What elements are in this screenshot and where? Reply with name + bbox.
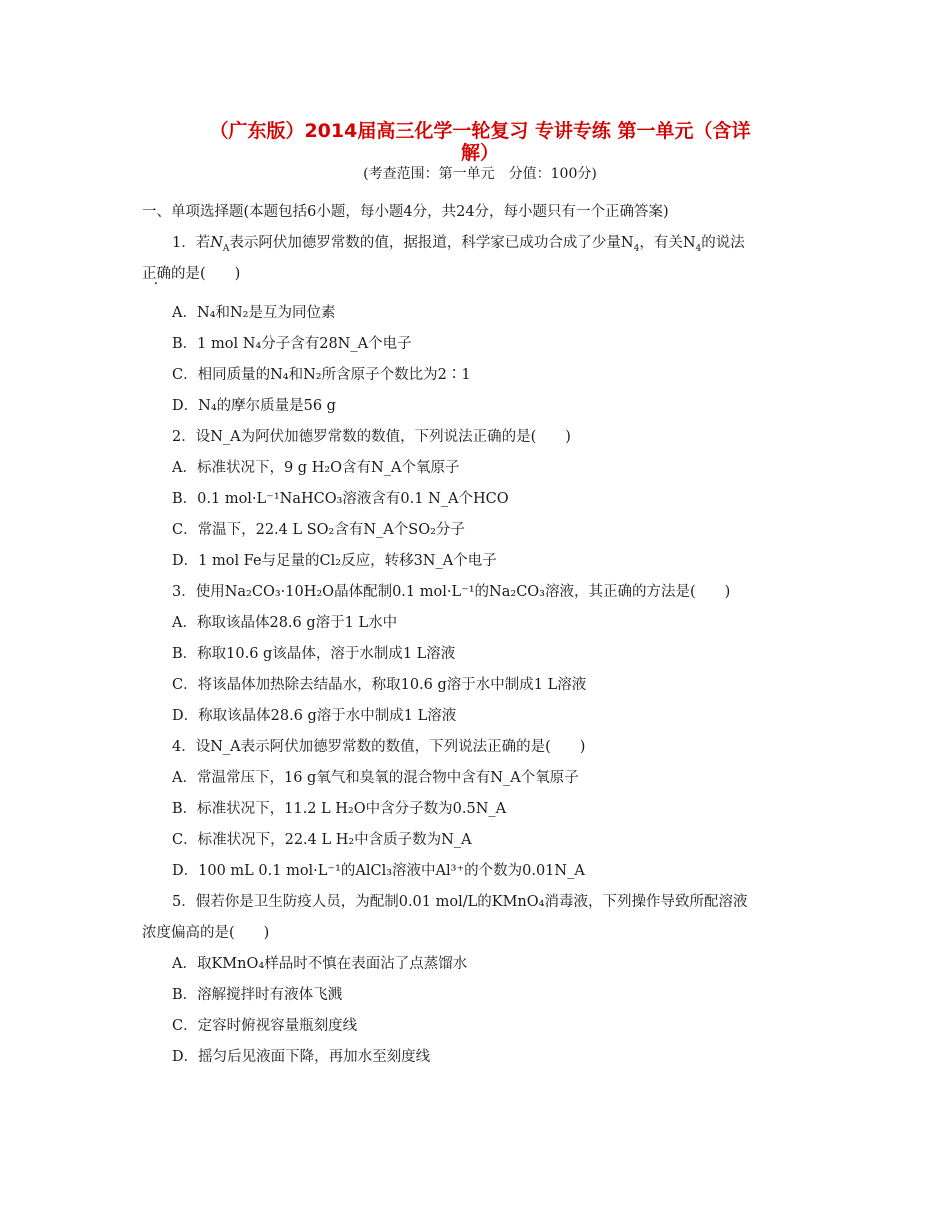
question-1-stem: 1．若$N_A$表示阿伏加德罗常数的值，据报道，科学家已成功合成了少量$N_4$，有关$N_4$的说法	[172, 235, 745, 254]
question-1-option-a: A．N₄和N₂是互为同位素	[172, 305, 336, 321]
question-1-stem-line2: 正确的是( )	[142, 266, 241, 282]
question-4-stem: 4．设N_A表示阿伏加德罗常数的数值，下列说法正确的是( )	[172, 739, 586, 755]
question-2-option-a: A．标准状况下，9 g H₂O含有N_A个氧原子	[172, 460, 460, 476]
question-4-option-c: C．标准状况下，22.4 L H₂中含质子数为N_A	[172, 832, 472, 848]
question-5-option-d: D．摇匀后见液面下降，再加水至刻度线	[172, 1049, 431, 1065]
question-2-option-b: B．0.1 mol·L⁻¹NaHCO₃溶液含有0.1 N_A个HCO	[172, 491, 509, 507]
document-title-line1: （广东版）2014届高三化学一轮复习 专讲专练 第一单元（含详	[209, 120, 751, 142]
question-1-option-c: C．相同质量的N₄和N₂所含原子个数比为2∶1	[172, 367, 471, 383]
question-5-option-b: B．溶解搅拌时有液体飞溅	[172, 987, 343, 1003]
question-3-option-c: C．将该晶体加热除去结晶水，称取10.6 g溶于水中制成1 L溶液	[172, 677, 587, 693]
question-4-option-b: B．标准状况下，11.2 L H₂O中含分子数为0.5N_A	[172, 801, 507, 817]
question-5-option-c: C．定容时俯视容量瓶刻度线	[172, 1018, 358, 1034]
question-3-option-d: D．称取该晶体28.6 g溶于水中制成1 L溶液	[172, 708, 457, 724]
section-heading: 一、单项选择题(本题包括6小题，每小题4分，共24分，每小题只有一个正确答案)	[142, 204, 669, 220]
question-5-stem: 5．假若你是卫生防疫人员，为配制0.01 mol/L的KMnO₄消毒液，下列操作导致所配溶液	[172, 894, 748, 910]
question-4-option-a: A．常温常压下，16 g氧气和臭氧的混合物中含有N_A个氧原子	[172, 770, 579, 786]
question-3-stem: 3．使用Na₂CO₃·10H₂O晶体配制0.1 mol·L⁻¹的Na₂CO₃溶液，其正确的方法是( )	[172, 584, 731, 600]
question-2-stem: 2．设N_A为阿伏加德罗常数的数值，下列说法正确的是( )	[172, 429, 571, 445]
question-3-option-b: B．称取10.6 g该晶体，溶于水制成1 L溶液	[172, 646, 456, 662]
question-2-option-c: C．常温下，22.4 L SO₂含有N_A个SO₂分子	[172, 522, 465, 538]
question-1-option-d: D．N₄的摩尔质量是56 g	[172, 398, 336, 414]
document-title-line2: 解）	[460, 142, 499, 164]
question-1-option-b: B．1 mol N₄分子含有28N_A个电子	[172, 336, 412, 352]
emphasis-dotted-text: 正确	[142, 266, 171, 282]
question-3-option-a: A．称取该晶体28.6 g溶于1 L水中	[172, 615, 398, 631]
question-2-option-d: D．1 mol Fe与足量的Cl₂反应，转移3N_A个电子	[172, 553, 497, 569]
exam-scope-subtitle: (考查范围：第一单元 分值：100分)	[363, 166, 597, 182]
question-4-option-d: D．100 mL 0.1 mol·L⁻¹的AlCl₃溶液中Al³⁺的个数为0.01N_A	[172, 863, 585, 879]
question-5-stem-line2: 浓度偏高的是( )	[142, 925, 270, 941]
question-5-option-a: A．取KMnO₄样品时不慎在表面沾了点蒸馏水	[172, 956, 468, 972]
